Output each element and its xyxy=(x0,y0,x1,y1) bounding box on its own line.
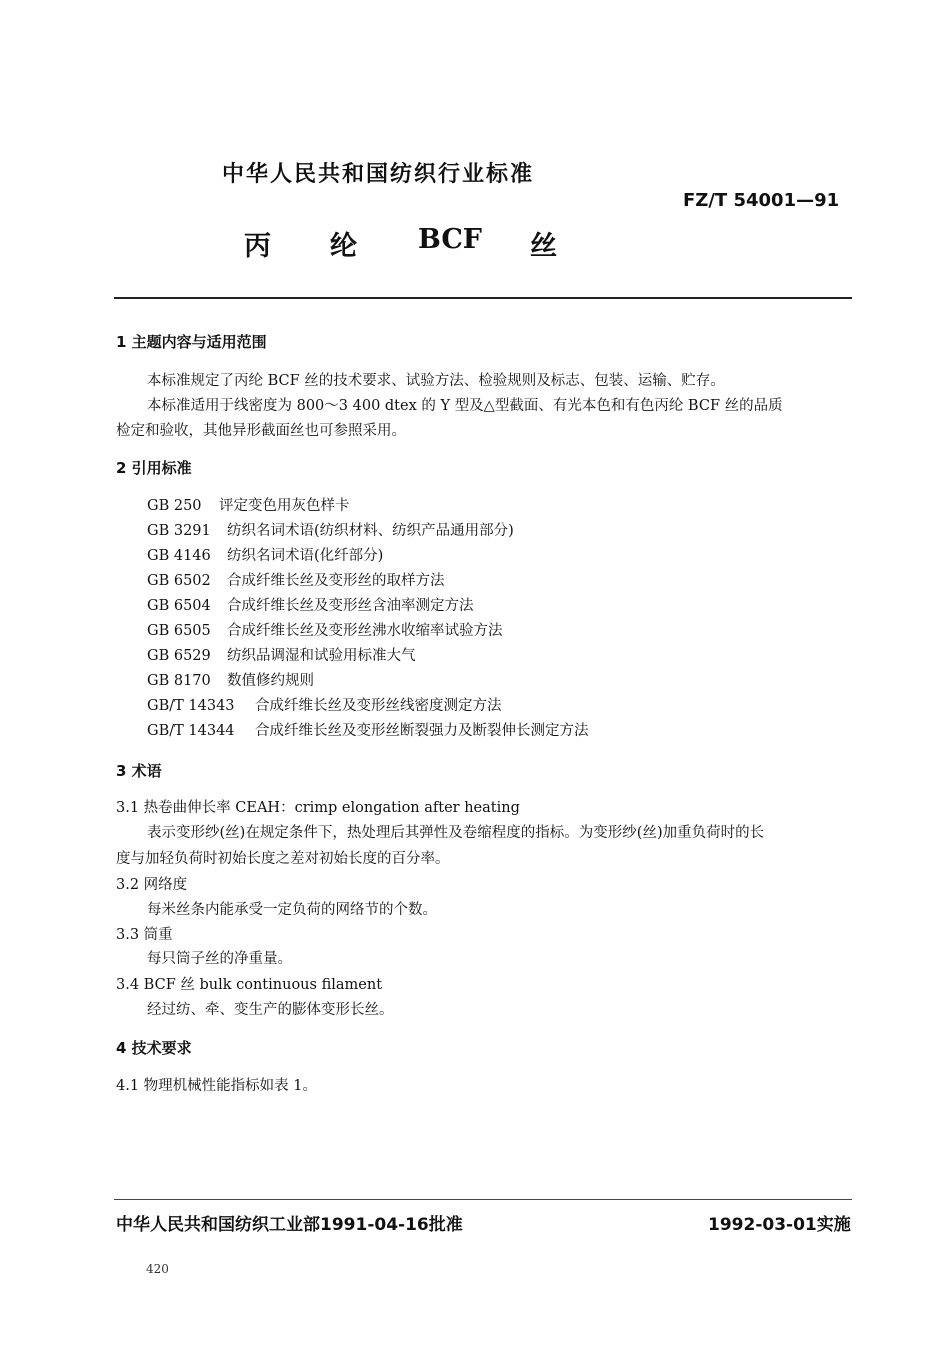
reference-item: GB 6505 合成纤维长丝及变形丝沸水收缩率试验方法 xyxy=(147,623,503,639)
clause-4-1: 4.1 物理机械性能指标如表 1。 xyxy=(116,1078,318,1094)
section-1-para-2b: 检定和验收，其他异形截面丝也可参照采用。 xyxy=(116,423,406,439)
term-3-1-def-b: 度与加轻负荷时初始长度之差对初始长度的百分率。 xyxy=(116,851,450,867)
approval-line: 中华人民共和国纺织工业部1991-04-16批准 xyxy=(116,1215,463,1235)
header-rule xyxy=(114,297,852,299)
reference-item: GB 3291 纺织名词术语(纺织材料、纺织产品通用部分) xyxy=(147,523,514,539)
term-3-4: 3.4 BCF 丝 bulk continuous filament xyxy=(116,977,383,993)
reference-item: GB 8170 数值修约规则 xyxy=(147,673,314,689)
title-char-4: 丝 xyxy=(530,231,557,262)
reference-item: GB 250 评定变色用灰色样卡 xyxy=(147,498,350,514)
term-3-2-def: 每米丝条内能承受一定负荷的网络节的个数。 xyxy=(147,902,437,918)
term-3-3: 3.3 筒重 xyxy=(116,927,173,943)
standard-category: 中华人民共和国纺织行业标准 xyxy=(222,162,535,187)
term-3-2: 3.2 网络度 xyxy=(116,877,188,893)
term-3-1-def-a: 表示变形纱(丝)在规定条件下，热处理后其弹性及卷缩程度的指标。为变形纱(丝)加重负荷时的长 xyxy=(147,825,765,841)
page-number: 420 xyxy=(146,1262,169,1276)
reference-item: GB 6529 纺织品调湿和试验用标准大气 xyxy=(147,648,416,664)
reference-item: GB/T 14344 合成纤维长丝及变形丝断裂强力及断裂伸长测定方法 xyxy=(147,723,589,739)
reference-item: GB 6504 合成纤维长丝及变形丝含油率测定方法 xyxy=(147,598,474,614)
standard-number: FZ/T 54001—91 xyxy=(683,190,840,211)
term-3-1: 3.1 热卷曲伸长率 CEAH：crimp elongation after heating xyxy=(116,800,520,816)
implementation-date: 1992-03-01实施 xyxy=(708,1215,851,1235)
section-1-para-2a: 本标准适用于线密度为 800～3 400 dtex 的 Y 型及△型截面、有光本色和有色丙纶 BCF 丝的品质 xyxy=(147,398,783,414)
section-4-heading: 4 技术要求 xyxy=(116,1039,192,1057)
section-1-para-1: 本标准规定了丙纶 BCF 丝的技术要求、试验方法、检验规则及标志、包装、运输、贮存。 xyxy=(147,373,725,389)
section-2-heading: 2 引用标准 xyxy=(116,459,192,477)
section-1-heading: 1 主题内容与适用范围 xyxy=(116,333,267,351)
reference-item: GB 4146 纺织名词术语(化纤部分) xyxy=(147,548,384,564)
section-3-heading: 3 术语 xyxy=(116,762,162,780)
term-3-4-def: 经过纺、牵、变生产的膨体变形长丝。 xyxy=(147,1002,394,1018)
footer-rule xyxy=(114,1199,852,1200)
title-char-2: 纶 xyxy=(330,231,357,262)
reference-item: GB/T 14343 合成纤维长丝及变形丝线密度测定方法 xyxy=(147,698,502,714)
reference-item: GB 6502 合成纤维长丝及变形丝的取样方法 xyxy=(147,573,445,589)
term-3-3-def: 每只筒子丝的净重量。 xyxy=(147,951,292,967)
title-char-3: BCF xyxy=(418,224,482,255)
title-char-1: 丙 xyxy=(244,231,271,262)
